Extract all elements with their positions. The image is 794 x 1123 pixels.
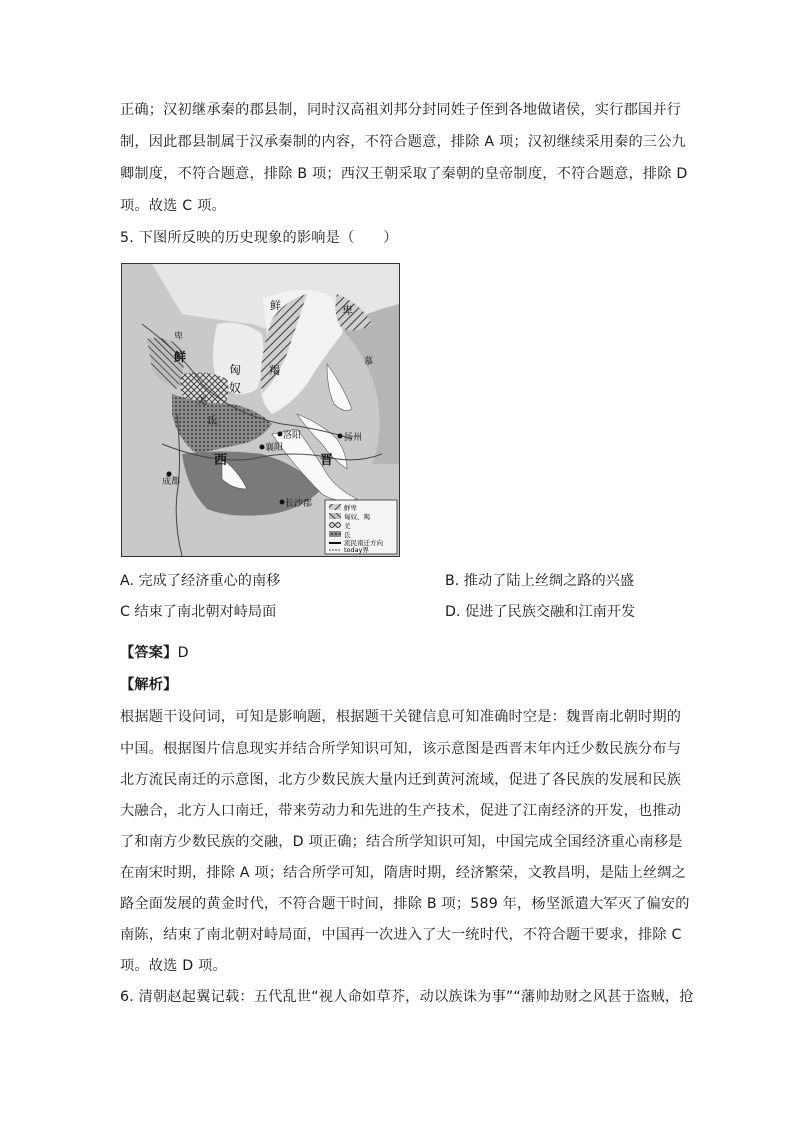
history-map xyxy=(121,263,400,557)
map-label: 奴 xyxy=(229,381,242,395)
text-line: 制，因此郡县制属于汉承秦制的内容，不符合题意，排除 A 项；汉初继续采用秦的三公九 xyxy=(120,134,687,150)
analysis-line: 项。故选 D 项。 xyxy=(120,958,227,974)
map-label: 氐 xyxy=(207,416,217,427)
option-c: C 结束了南北朝对峙局面 xyxy=(120,604,277,620)
map-label: 慕 xyxy=(364,357,374,367)
map-label: 匈 xyxy=(229,363,242,377)
answer-tag: 【答案】 xyxy=(120,645,178,661)
map-label: 西 xyxy=(214,453,228,468)
map-label: 襄阳 xyxy=(265,443,284,453)
map-label: 洛阳 xyxy=(283,431,302,441)
text-line: 项。故选 C 项。 xyxy=(120,198,226,214)
analysis-tag: 【解析】 xyxy=(120,677,178,693)
map-label: 羌 xyxy=(197,396,207,407)
map-label: 羯 xyxy=(269,364,280,377)
analysis-line: 了和南方少数民族的交融，D 项正确；结合所学知识可知，中国完成全国经济重心南移是 xyxy=(120,834,683,850)
analysis-line: 在南宋时期，排除 A 项；结合所学可知，隋唐时期，经济繁荣，文教昌明，是陆上丝绸之 xyxy=(120,865,687,881)
option-a: A. 完成了经济重心的南移 xyxy=(120,573,281,589)
analysis-line: 大融合，北方人口南迁，带来劳动力和先进的生产技术，促进了江南经济的开发，也推动 xyxy=(120,803,682,819)
svg-text:today界: today界 xyxy=(344,546,369,554)
map-label: 卑 xyxy=(174,332,184,342)
map-legend xyxy=(325,500,397,554)
map-label: 晋 xyxy=(320,453,334,468)
map-label: 卑 xyxy=(342,304,353,317)
answer-line xyxy=(120,643,189,663)
option-b: B. 推动了陆上丝绸之路的兴盛 xyxy=(445,573,635,589)
analysis-line: 中国。根据图片信息现实并结合所学知识可知，该示意图是西晋末年内迁少数民族分布与 xyxy=(120,741,682,757)
map-label: 鲜 xyxy=(270,299,281,312)
analysis-line: 路全面发展的黄金时代，不符合题干时间，排除 B 项；589 年，杨坚派遣大军灭了偏安的 xyxy=(120,896,690,912)
text-line: 卿制度，不符合题意，排除 B 项；西汉王朝采取了秦朝的皇帝制度，不符合题意，排除 D xyxy=(120,166,688,182)
map-label: 鲜 xyxy=(174,350,187,364)
svg-text:氐: 氐 xyxy=(344,531,351,539)
map-label: 长沙郡 xyxy=(285,499,313,509)
analysis-line: 北方流民南迁的示意图，北方少数民族大量内迁到黄河流域，促进了各民族的发展和民族 xyxy=(120,772,682,788)
analysis-line: 南陈，结束了南北朝对峙局面，中国再一次进入了大一统时代，不符合题干要求，排除 C xyxy=(120,927,682,943)
question-stem: 5. 下图所反映的历史现象的影响是（ ） xyxy=(120,230,398,246)
text-line: 正确；汉初继承秦的郡县制，同时汉高祖刘邦分封同姓子侄到各地做诸侯，实行郡国并行 xyxy=(120,102,682,118)
svg-text:流民南迁方向: 流民南迁方向 xyxy=(344,539,383,547)
map-label: 扬州 xyxy=(344,433,363,443)
answer-value: D xyxy=(177,645,189,661)
question-stem: 6. 清朝赵起翼记载：五代乱世“视人命如草芥，动以族诛为事”“藩帅劫财之风甚于盗贼，抢 xyxy=(120,989,694,1005)
svg-text:匈奴、羯: 匈奴、羯 xyxy=(344,513,370,521)
svg-text:羌: 羌 xyxy=(344,522,351,530)
analysis-line: 根据题干设问词，可知是影响题，根据题干关键信息可知准确时空是：魏晋南北朝时期的 xyxy=(120,709,682,725)
svg-text:鲜卑: 鲜卑 xyxy=(344,504,357,512)
option-d: D. 促进了民族交融和江南开发 xyxy=(445,604,636,620)
map-label: 成都 xyxy=(162,477,181,487)
